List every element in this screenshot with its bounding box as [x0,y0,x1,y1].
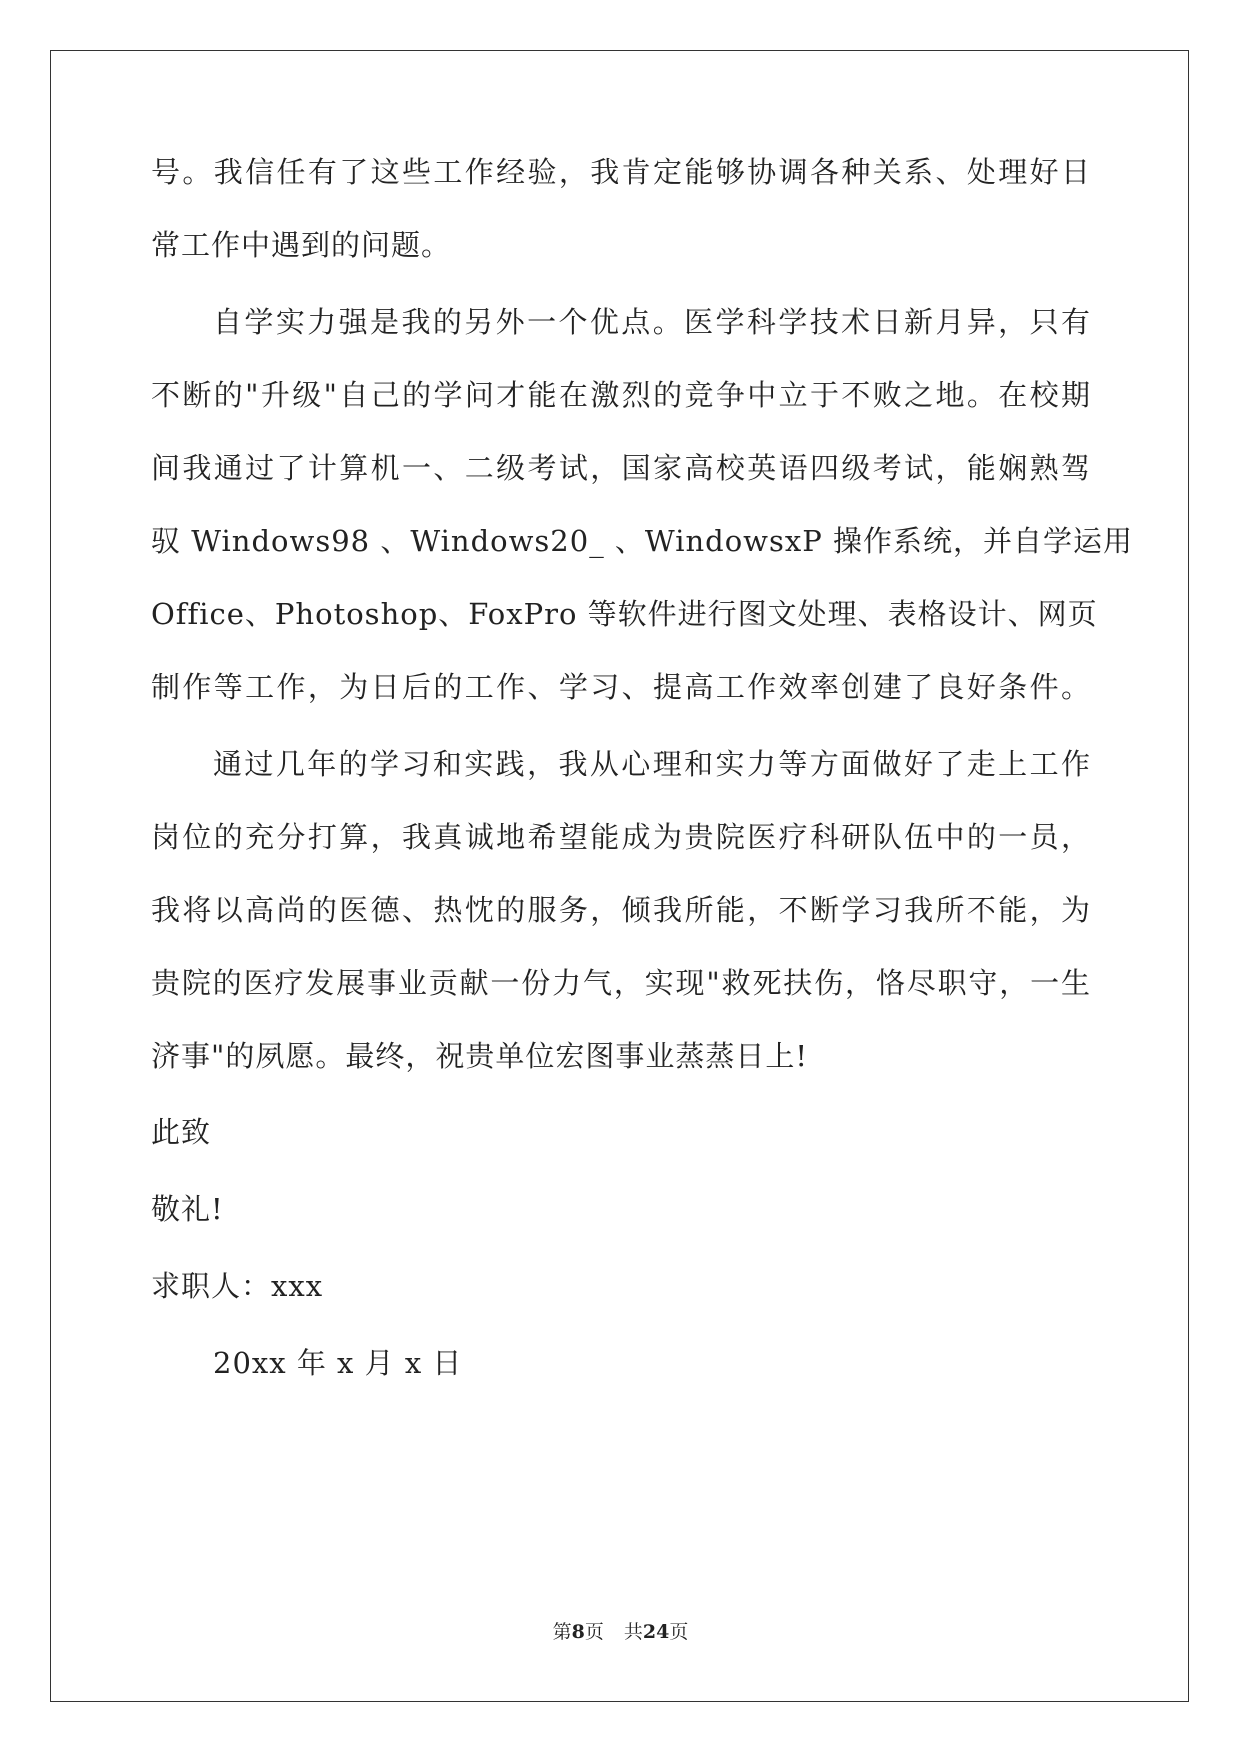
body-line: 贵院的医疗发展事业贡献一份力气，实现"救死扶伤，恪尽职守，一生 [151,966,1091,1000]
page-number: 8 [571,1621,585,1643]
body-line: 岗位的充分打算，我真诚地希望能成为贵院医疗科研队伍中的一员， [151,820,1091,854]
body-line: 通过几年的学习和实践，我从心理和实力等方面做好了走上工作 [213,747,1091,781]
letter-date: 20xx 年 x 月 x 日 [213,1346,463,1380]
body-line: 不断的"升级"自己的学问才能在激烈的竞争中立于不败之地。在校期 [151,378,1091,412]
body-line: 济事"的夙愿。最终，祝贵单位宏图事业蒸蒸日上! [151,1039,808,1073]
body-line: 我将以高尚的医德、热忱的服务，倾我所能，不断学习我所不能，为 [151,893,1091,927]
total-pages: 24 [642,1621,670,1643]
closing-text: 此致 [151,1115,212,1149]
body-line: 制作等工作，为日后的工作、学习、提高工作效率创建了良好条件。 [151,670,1091,704]
page-border [50,50,1189,1702]
page-suffix: 页 [584,1621,604,1643]
body-line: 常工作中遇到的问题。 [151,228,452,262]
page-prefix: 第 [552,1621,572,1643]
body-line: 驭 Windows98 、Windows20_ 、WindowsxP 操作系统，并自学运用 [151,524,1133,558]
applicant-signature: 求职人：xxx [151,1269,324,1303]
body-line: 间我通过了计算机一、二级考试，国家高校英语四级考试，能娴熟驾 [151,451,1091,485]
total-suffix: 页 [669,1621,689,1643]
total-prefix: 共 [623,1621,643,1643]
page-footer [0,1620,1241,1644]
body-line: 自学实力强是我的另外一个优点。医学科学技术日新月异，只有 [213,305,1091,339]
body-line: Office、Photoshop、FoxPro 等软件进行图文处理、表格设计、网页 [151,597,1098,631]
body-line: 号。我信任有了这些工作经验，我肯定能够协调各种关系、处理好日 [151,155,1091,189]
salute-text: 敬礼! [151,1192,224,1226]
